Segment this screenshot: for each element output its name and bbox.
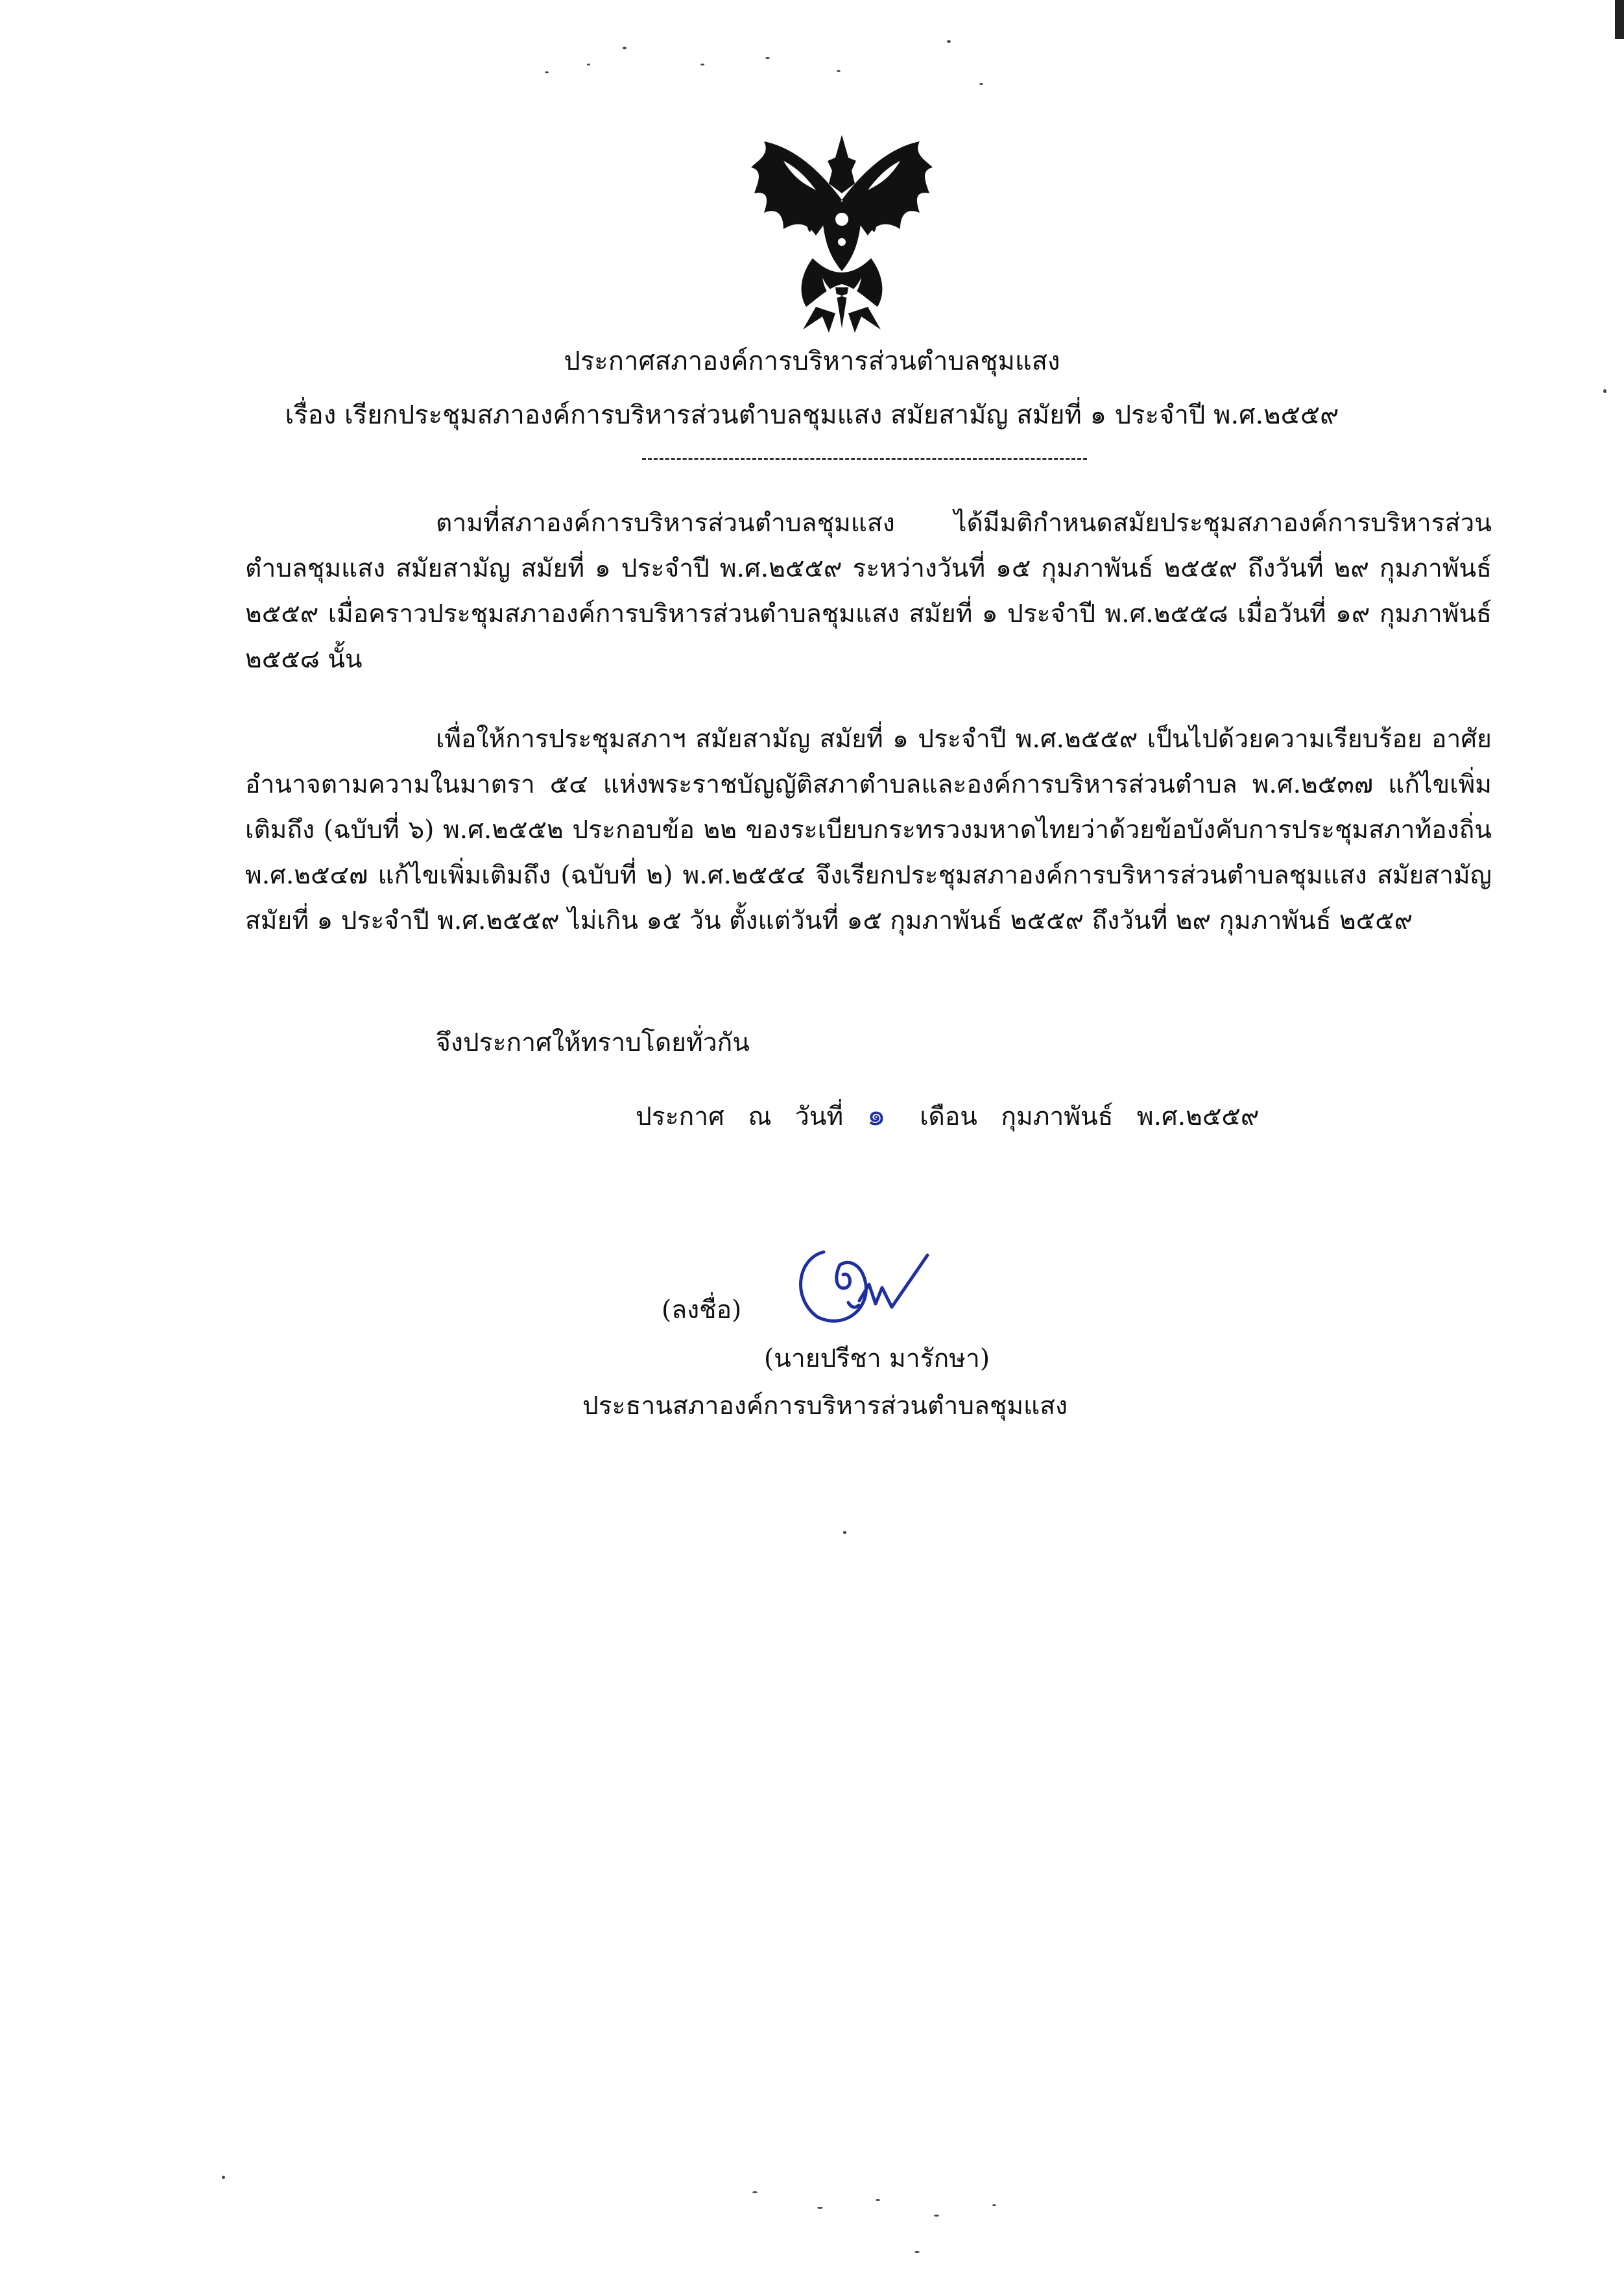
- scan-edge-mark: [1615, 0, 1624, 39]
- scan-speck: [947, 40, 951, 43]
- announcement-title: ประกาศสภาองค์การบริหารส่วนตำบลชุมแสง: [564, 346, 1060, 376]
- paragraph-2-text: เพื่อให้การประชุมสภาฯ สมัยสามัญ สมัยที่ ๑ ประจำปี พ.ศ.๒๕๕๙ เป็นไปด้วยความเรียบร้อย อาศัยอำนาจตามความในมาตรา ๕๔ แห่งพระราชบัญญัติสภาตำบลและองค์การบริหารส่วนตำบล พ.ศ.๒๕๓๗ แก้ไขเพิ่มเติมถึง (ฉบับที่ ๖) พ.ศ.๒๕๕๒ ประกอบข้อ ๒๒ ของระเบียบกระทรวงมหาดไทยว่าด้วยข้อบังคับการประชุมสภาท้องถิ่น พ.ศ.๒๕๔๗ แก้ไขเพิ่มเติมถึง (ฉบับที่ ๒) พ.ศ.๒๕๕๔ จึงเรียกประชุมสภาองค์การบริหารส่วนตำบลชุมแสง สมัยสามัญ สมัยที่ ๑ ประจำปี พ.ศ.๒๕๕๙ ไม่เกิน ๑๕ วัน ตั้งแต่วันที่ ๑๕ กุมภาพันธ์ ๒๕๕๙ ถึงวันที่ ๒๙ กุมภาพันธ์ ๒๕๕๙: [245, 725, 1492, 935]
- scan-speck: [587, 64, 590, 66]
- date-year: พ.ศ.๒๕๕๙: [1136, 1102, 1260, 1131]
- scan-speck: [817, 2207, 823, 2209]
- scan-speck: [934, 2215, 939, 2217]
- body-paragraph-2: [245, 717, 1492, 944]
- body-paragraph-1: [245, 501, 1492, 682]
- date-day-handwritten: ๑: [866, 1097, 886, 1132]
- scan-speck: [914, 2251, 920, 2253]
- signer-position: ประธานสภาองค์การบริหารส่วนตำบลชุมแสง: [582, 1391, 1068, 1421]
- date-at: ณ: [748, 1102, 772, 1131]
- handwritten-signature: [778, 1226, 940, 1336]
- scan-speck: [843, 1531, 846, 1534]
- paragraph-1-text: ตามที่สภาองค์การบริหารส่วนตำบลชุมแสง ได้มีมติกำหนดสมัยประชุมสภาองค์การบริหารส่วนตำบลชุมแสง สมัยสามัญ สมัยที่ ๑ ประจำปี พ.ศ.๒๕๕๙ ระหว่างวันที่ ๑๕ กุมภาพันธ์ ๒๕๕๙ ถึงวันที่ ๒๙ กุมภาพันธ์ ๒๕๕๙ เมื่อคราวประชุมสภาองค์การบริหารส่วนตำบลชุมแสง สมัยที่ ๑ ประจำปี พ.ศ.๒๕๕๘ เมื่อวันที่ ๑๙ กุมภาพันธ์ ๒๕๕๘ นั้น: [245, 509, 1492, 674]
- date-month-value: กุมภาพันธ์: [1001, 1102, 1114, 1131]
- scan-speck: [623, 47, 627, 49]
- sign-label: (ลงชื่อ): [662, 1295, 742, 1325]
- scan-speck: [992, 2204, 996, 2206]
- date-month-label: เดือน: [920, 1102, 977, 1131]
- scan-speck: [876, 2199, 880, 2201]
- scan-speck: [837, 70, 841, 72]
- scan-speck: [765, 57, 770, 59]
- scan-speck: [752, 2191, 758, 2193]
- closing-statement: จึงประกาศให้ทราบโดยทั่วกัน: [436, 1028, 750, 1057]
- signer-name: (นายปรีชา มารักษา): [763, 1344, 990, 1373]
- date-prefix: ประกาศ: [636, 1102, 724, 1131]
- garuda-emblem-icon: [745, 122, 939, 336]
- scan-speck: [1603, 389, 1606, 393]
- scan-speck: [545, 71, 549, 73]
- header-divider: [642, 458, 1087, 460]
- scan-speck: [700, 64, 704, 66]
- scan-speck: [979, 83, 983, 85]
- announcement-date: [636, 1095, 1274, 1136]
- scan-speck: [222, 2176, 225, 2179]
- announcement-subject: เรื่อง เรียกประชุมสภาองค์การบริหารส่วนตำบลชุมแสง สมัยสามัญ สมัยที่ ๑ ประจำปี พ.ศ.๒๕๕๙: [285, 400, 1339, 430]
- date-day-label: วันที่: [794, 1102, 844, 1131]
